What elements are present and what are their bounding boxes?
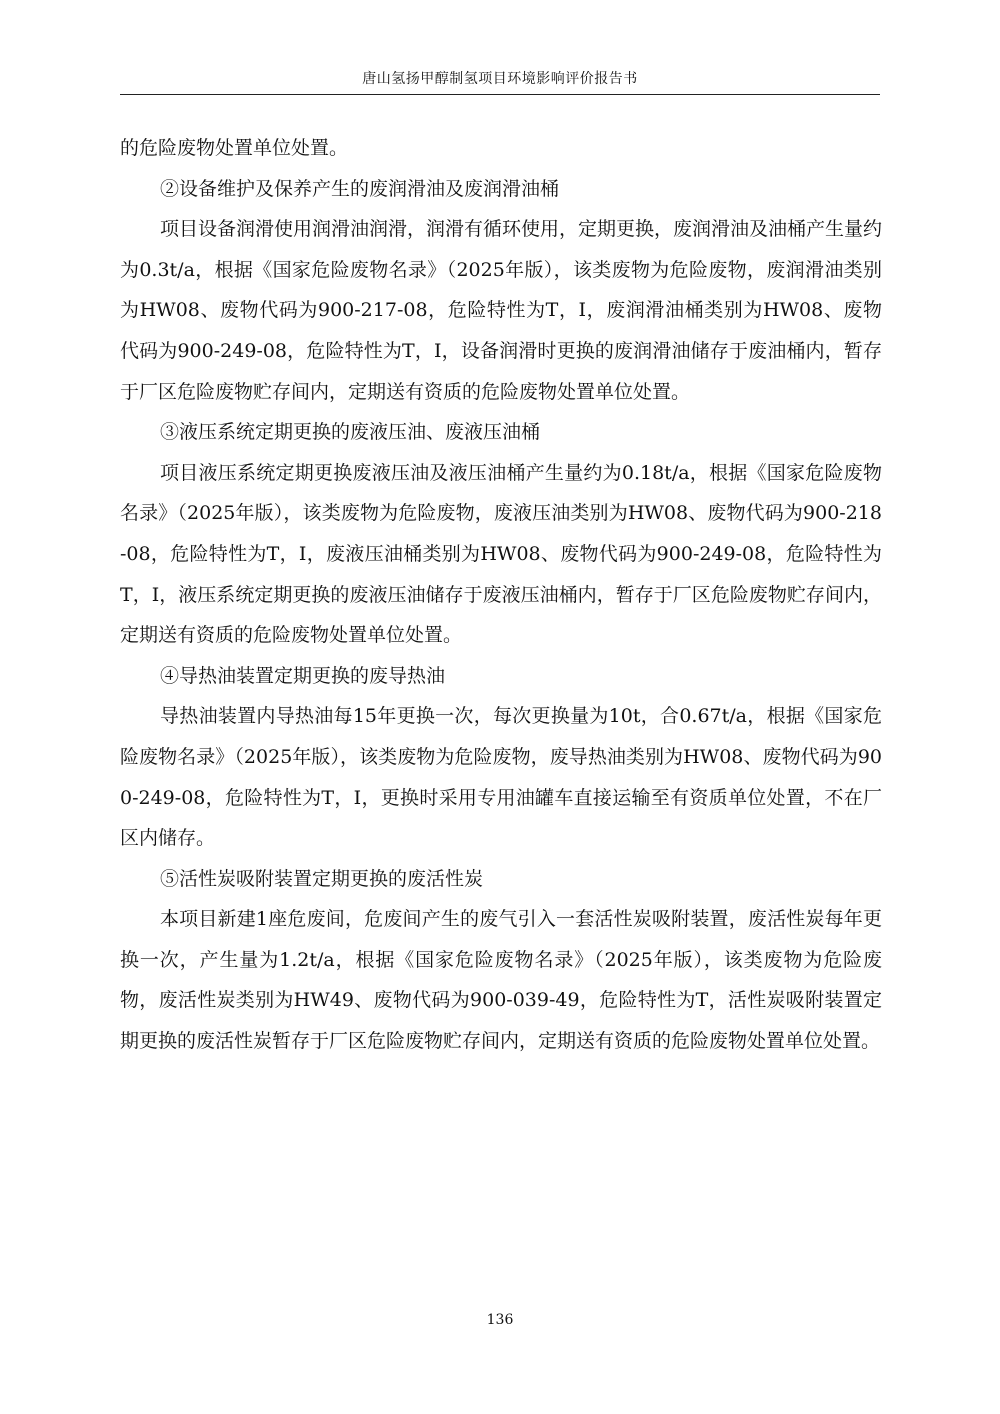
document-body <box>120 128 882 1062</box>
subheading-lubricating-oil: ②设备维护及保养产生的废润滑油及废润滑油桶 <box>160 177 560 200</box>
paragraph-activated-carbon: 本项目新建1座危废间，危废间产生的废气引入一套活性炭吸附装置，废活性炭每年更换一次，产生量为1.2t/a，根据《国家危险废物名录》（2025年版），该类废物为危险废物，废活性炭类别为HW49、废物代码为900-039-49，危险特性为T，活性炭吸附装置定期更换的废活性炭暂存于厂区危险废物贮存间内，定期送有资质的危险废物处置单位处置。 <box>120 908 882 1053</box>
page-header <box>120 66 880 95</box>
paragraph-heat-transfer-oil: 导热油装置内导热油每15年更换一次，每次更换量为10t，合0.67t/a，根据《国家危险废物名录》（2025年版），该类废物为危险废物，废导热油类别为HW08、废物代码为900-249-08，危险特性为T，I，更换时采用专用油罐车直接运输至有资质单位处置，不在厂区内储存。 <box>120 705 882 850</box>
document-title: 唐山氢扬甲醇制氢项目环境影响评价报告书 <box>362 71 638 87</box>
subheading-activated-carbon: ⑤活性炭吸附装置定期更换的废活性炭 <box>160 867 484 890</box>
paragraph-lubricating-oil: 项目设备润滑使用润滑油润滑，润滑有循环使用，定期更换，废润滑油及油桶产生量约为0.3t/a，根据《国家危险废物名录》（2025年版），该类废物为危险废物，废润滑油类别为HW08、废物代码为900-217-08，危险特性为T，I，废润滑油桶类别为HW08、废物代码为900-249-08，危险特性为T，I，设备润滑时更换的废润滑油储存于废油桶内，暂存于厂区危险废物贮存间内，定期送有资质的危险废物处置单位处置。 <box>120 218 883 403</box>
paragraph-hydraulic-oil: 项目液压系统定期更换废液压油及液压油桶产生量约为0.18t/a，根据《国家危险废物名录》（2025年版），该类废物为危险废物，废液压油类别为HW08、废物代码为900-218-08，危险特性为T，I，废液压油桶类别为HW08、废物代码为900-249-08，危险特性为T，I，液压系统定期更换的废液压油储存于废液压油桶内，暂存于厂区危险废物贮存间内，定期送有资质的危险废物处置单位处置。 <box>120 461 882 647</box>
subheading-hydraulic-oil: ③液压系统定期更换的废液压油、废液压油桶 <box>160 421 541 444</box>
page-number: 136 <box>486 1312 514 1328</box>
paragraph-continuation: 的危险废物处置单位处置。 <box>120 137 349 159</box>
subheading-heat-transfer-oil: ④导热油装置定期更换的废导热油 <box>160 664 446 687</box>
